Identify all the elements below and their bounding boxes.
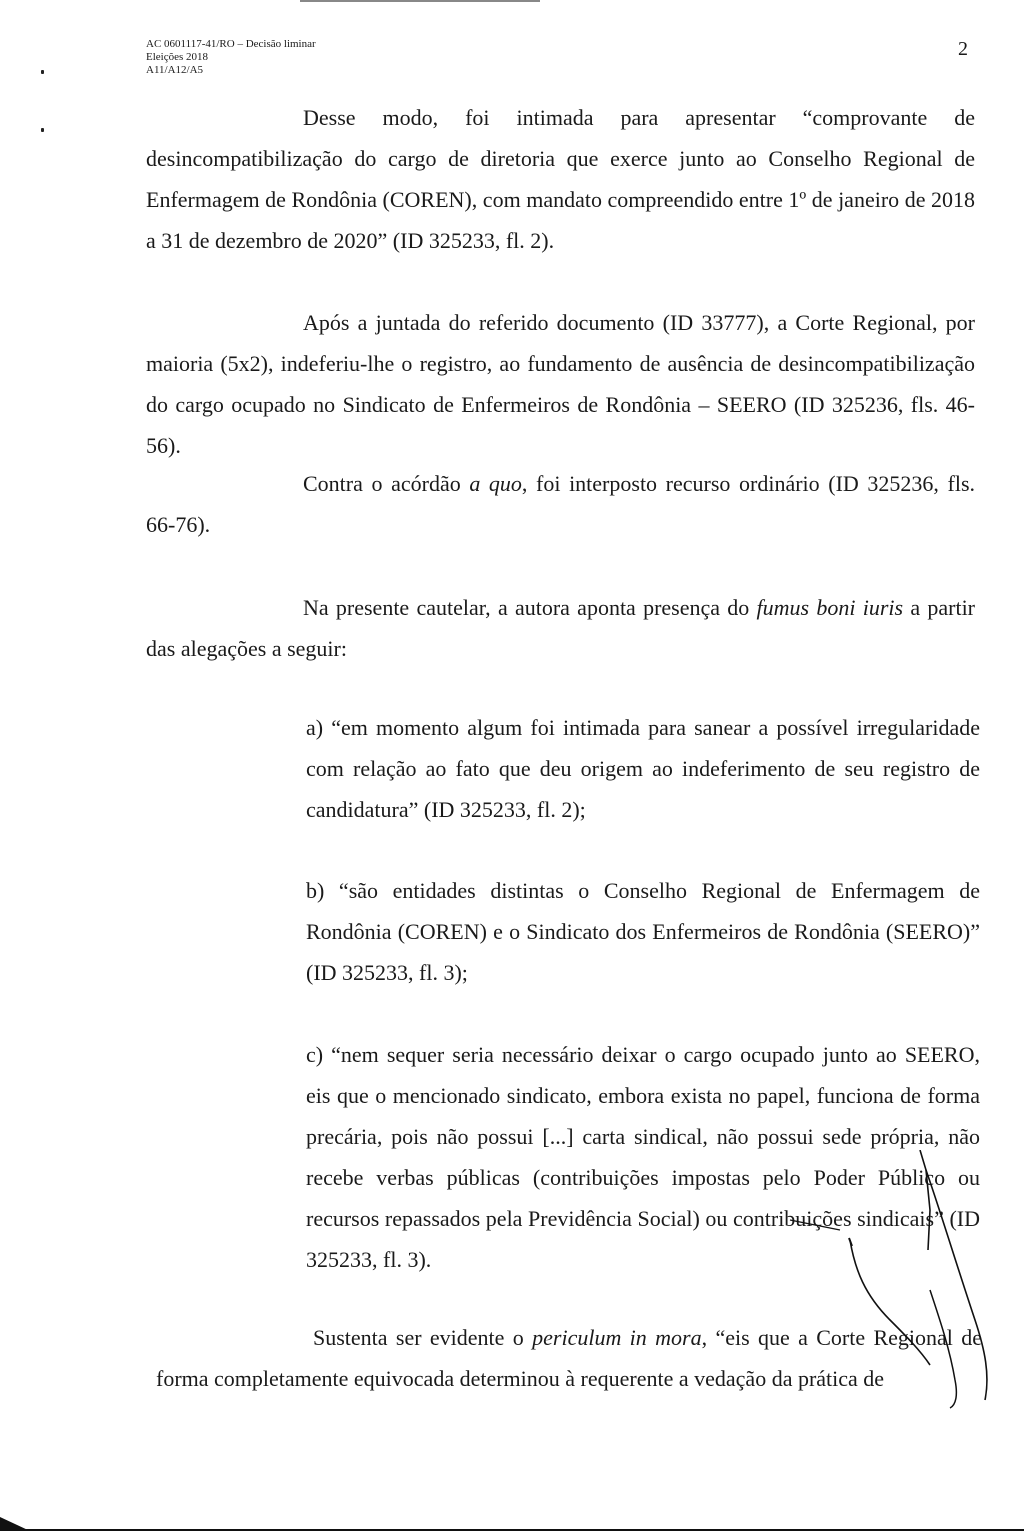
periculum-text-start: Sustenta ser evidente o [313,1325,533,1350]
periculum-text-end: , “eis que a Corte Regional de forma completamente equivocada determinou à requerente a vedação da prática de [156,1325,982,1391]
paragraph-regional-decision: Após a juntada do referido documento (ID 33777), a Corte Regional, por maioria (5x2), indeferiu-lhe o registro, ao fundamento de ausência de desincompatibilização do cargo ocupado no Sindicato de Enfermeiros de Rondônia – SEERO (ID 325236, fls. 46-56). [146,310,975,458]
scan-top-rule [300,0,540,2]
scan-speck [41,128,44,132]
scan-bottom-edge [0,1517,1024,1531]
fumus-latin-term: fumus boni iuris [756,595,904,620]
paragraph-intimation: Desse modo, foi intimada para apresentar “comprovante de desincompatibilização do cargo de diretoria que exerce junto ao Conselho Regional de Enfermagem de Rondônia (COREN), com mandato compreendido entre 1º de janeiro de 2018 a 31 de dezembro de 2020” (ID 325233, fl. 2). [146,105,975,253]
case-reference: AC 0601117-41/RO – Decisão liminar [146,38,316,50]
fumus-text-start: Na presente cautelar, a autora aponta presença do [303,595,757,620]
paragraph-appeal [146,463,975,545]
appeal-text-start: Contra o acórdão [303,471,470,496]
document-code: A11/A12/A5 [146,64,204,76]
document-header [146,38,316,77]
page-number: 2 [958,38,968,60]
periculum-latin-term: periculum in mora [532,1325,702,1350]
fumus-text-end: a partir das alegações a seguir: [146,595,976,661]
allegation-c: c) “nem sequer seria necessário deixar o cargo ocupado junto ao SEERO, eis que o mencionado sindicato, embora exista no papel, funciona de forma precária, pois não possui [...] carta sindical, não possui sede própria, não recebe verbas públicas (contribuições impostas pelo Poder Público ou recursos repassados pela Previdência Social) ou contribuições sindicais” (ID 325233, fl. 3). [306,1042,980,1272]
election-label: Eleições 2018 [146,51,209,63]
allegation-a: a) “em momento algum foi intimada para sanear a possível irregularidade com relação ao fato que deu origem ao indeferimento de seu registro de candidatura” (ID 325233, fl. 2); [306,715,980,822]
scan-speck [41,70,44,74]
appeal-latin-term: a quo [469,471,522,496]
handwritten-signature [780,1150,1010,1410]
appeal-text-end: , foi interposto recurso ordinário (ID 325236, fls. 66-76). [146,471,976,537]
paragraph-fumus [146,587,975,669]
allegation-b: b) “são entidades distintas o Conselho Regional de Enfermagem de Rondônia (COREN) e o Sindicato dos Enfermeiros de Rondônia (SEERO)” (ID 325233, fl. 3); [306,878,980,985]
